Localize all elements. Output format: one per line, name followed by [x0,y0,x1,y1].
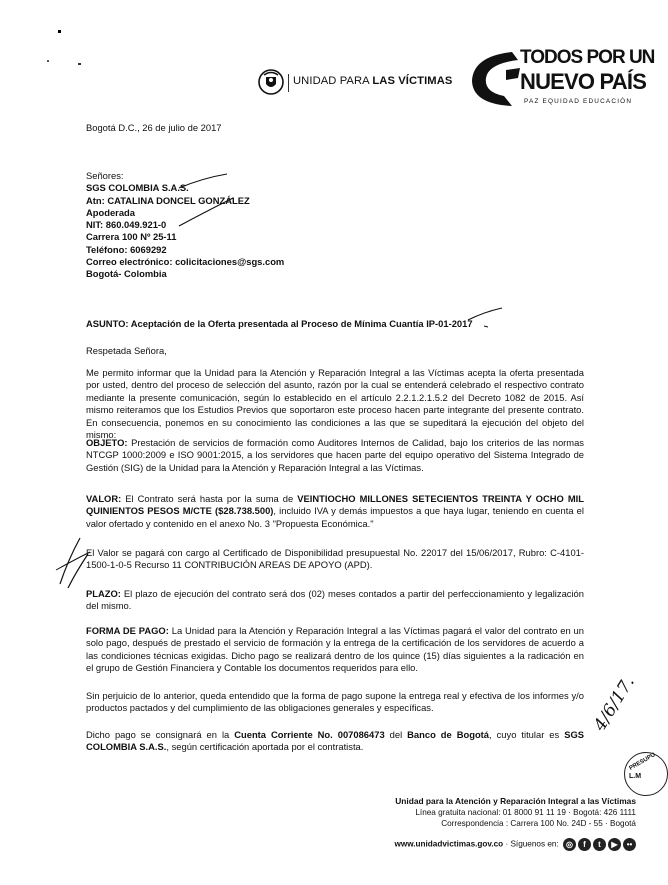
facebook-icon[interactable]: f [578,838,591,851]
deposit-text-a: Dicho pago se consignará en la [86,729,235,740]
recipient-city: Bogotá- Colombia [86,268,167,280]
recipient-attn: Atn: CATALINA DONCEL GONZÁLEZ [86,194,250,206]
budget-stamp: PRESUPU L.M [624,752,668,796]
footer-follow: · Síguenos en: [503,839,559,849]
perjuicio-paragraph: Sin perjuicio de lo anterior, queda entendido que la forma de pago supone la entrega real y efectiva de los informes y/o productos pactados y del cumplimiento de las obligaciones generales y específicas. [86,690,584,714]
handwritten-note: 4/6/17. [590,673,639,735]
subject-line: ASUNTO: Aceptación de la Oferta presentada al Proceso de Mínima Cuantía IP-01-2017 [86,318,473,329]
margin-mark [50,530,110,590]
cdp-paragraph: El Valor se pagará con cargo al Certificado de Disponibilidad presupuestal No. 22017 del 15/06/2017, Rubro: C-4101-1500-1-0-5 Recurso 11 CONTRIBUCIÓN AREAS DE APOYO (APD). [86,547,584,571]
valor-text-a: El Contrato será hasta por la suma de [121,493,298,504]
intro-paragraph: Me permito informar que la Unidad para la Atención y Reparación Integral a las Víctimas acepta la oferta presentada por usted, dentro del proceso de selección del asunto, razón por la cual se entenderá celebrado el respectivo contrato mediante la presente comunicación, según lo establecido en el artículo 2.2.1.2.1.5.2 del Decreto 1082 de 2015. Así mismo reiteramos que los Estudios Previos que soportaron este proceso hacen parte integrante del presente contrato. En consecuencia, ponemos en su conocimiento las condiciones a las que se supeditará la ejecución del objeto del mismo: [86,367,584,441]
scan-speck [47,60,49,62]
gov-line-1: TODOS POR UN [520,47,655,68]
recipient-email: Correo electrónico: colicitaciones@sgs.com [86,256,285,268]
footer-org: Unidad para la Atención y Reparación Integral a las Víctimas [395,796,636,806]
plazo-text: El plazo de ejecución del contrato será dos (02) meses contados a partir del perfeccionamiento y legalización del mismo. [86,588,584,612]
footer-social-row [394,838,636,851]
objeto-label: OBJETO: [86,437,128,448]
recipient-block [86,170,406,281]
objeto-paragraph [86,437,584,474]
gov-logo [466,46,655,118]
gov-line-2: NUEVO PAÍS [520,69,647,94]
footer-phone: Línea gratuita nacional: 01 8000 91 11 19 · Bogotá: 426 1111 [415,808,636,818]
valor-label: VALOR: [86,493,122,504]
uv-brand-bold: LAS VÍCTIMAS [372,75,453,87]
deposit-account: Cuenta Corriente No. 007086473 [234,729,385,740]
flickr-icon[interactable]: •• [623,838,636,851]
uv-logo [258,66,458,98]
forma-pago-text: La Unidad para la Atención y Reparación Integral a las Víctimas pagará el valor del contrato en un solo pago, después de prestado el servicio de formación y la entrega de la certificación de los servidores de acuerdo a las condiciones técnicas exigidas. Dicho pago se realizará dentro de los quince (15) días siguientes a la radicación en el grupo de Gestión Financiera y Contable los documentos requeridos para ello. [86,625,584,674]
deposit-text-d: , según certificación aportada por el contratista. [166,741,364,753]
plazo-paragraph [86,588,584,613]
recipient-address: Carrera 100 Nº 25-11 [86,231,177,243]
twitter-icon[interactable]: t [593,838,606,851]
deposit-bank: Banco de Bogotá [407,729,490,740]
stamp-text: PRESUPU [628,752,657,772]
recipient-salutation: Señores: [86,170,124,181]
deposit-paragraph [86,729,584,754]
recipient-nit: NIT: 860.049.921-0 [86,219,167,231]
footer-web[interactable]: www.unidadvictimas.gov.co [394,839,504,849]
recipient-role: Apoderada [86,206,135,218]
youtube-icon[interactable]: ▶ [608,838,621,851]
valor-text-b: , incluido IVA y demás impuestos a que haya lugar, teniendo en cuenta el valor ofertado y contenido en el anexo No. 3 "Propuesta Económica." [86,505,584,529]
footer [394,796,636,851]
recipient-company: SGS COLOMBIA S.A.S. [86,182,189,194]
deposit-holder: SGS COLOMBIA S.A.S. [86,729,584,753]
gov-tagline: PAZ EQUIDAD EDUCACIÓN [524,98,633,105]
deposit-text-b: del [384,729,408,740]
valor-amount: VEINTIOCHO MILLONES SETECIENTOS TREINTA Y OCHO MIL QUINIENTOS PESOS M/CTE ($28.738.500) [86,493,584,517]
instagram-icon[interactable]: ◎ [563,838,576,851]
forma-pago-paragraph [86,625,584,675]
date-line: Bogotá D.C., 26 de julio de 2017 [86,122,222,133]
objeto-text: Prestación de servicios de formación como Auditores Internos de Calidad, bajo los criterios de las normas NTCGP 1000:2009 e ISO 9001:2015, a los servidores que hacen parte del equipo operativo del Sistema Integrado de Gestión (SIG) de la Unidad para la Atención y Reparación Integral a las Víctimas. [86,437,584,473]
recipient-phone: Teléfono: 6069292 [86,243,167,255]
forma-pago-label: FORMA DE PAGO: [86,625,169,636]
footer-address: Correspondencia : Carrera 100 No. 24D - 55 · Bogotá [441,819,636,829]
check-mark [466,306,506,330]
check-mark [175,170,245,230]
deposit-text-c: , cuyo titular es [489,729,565,740]
uv-brand-prefix: UNIDAD PARA [293,75,373,87]
gov-swoosh-icon [466,48,522,110]
plazo-label: PLAZO: [86,588,121,599]
scan-speck [58,30,61,33]
coat-of-arms-icon [258,67,284,97]
valor-paragraph [86,493,584,530]
greeting: Respetada Señora, [86,345,167,356]
scan-speck [78,63,81,65]
